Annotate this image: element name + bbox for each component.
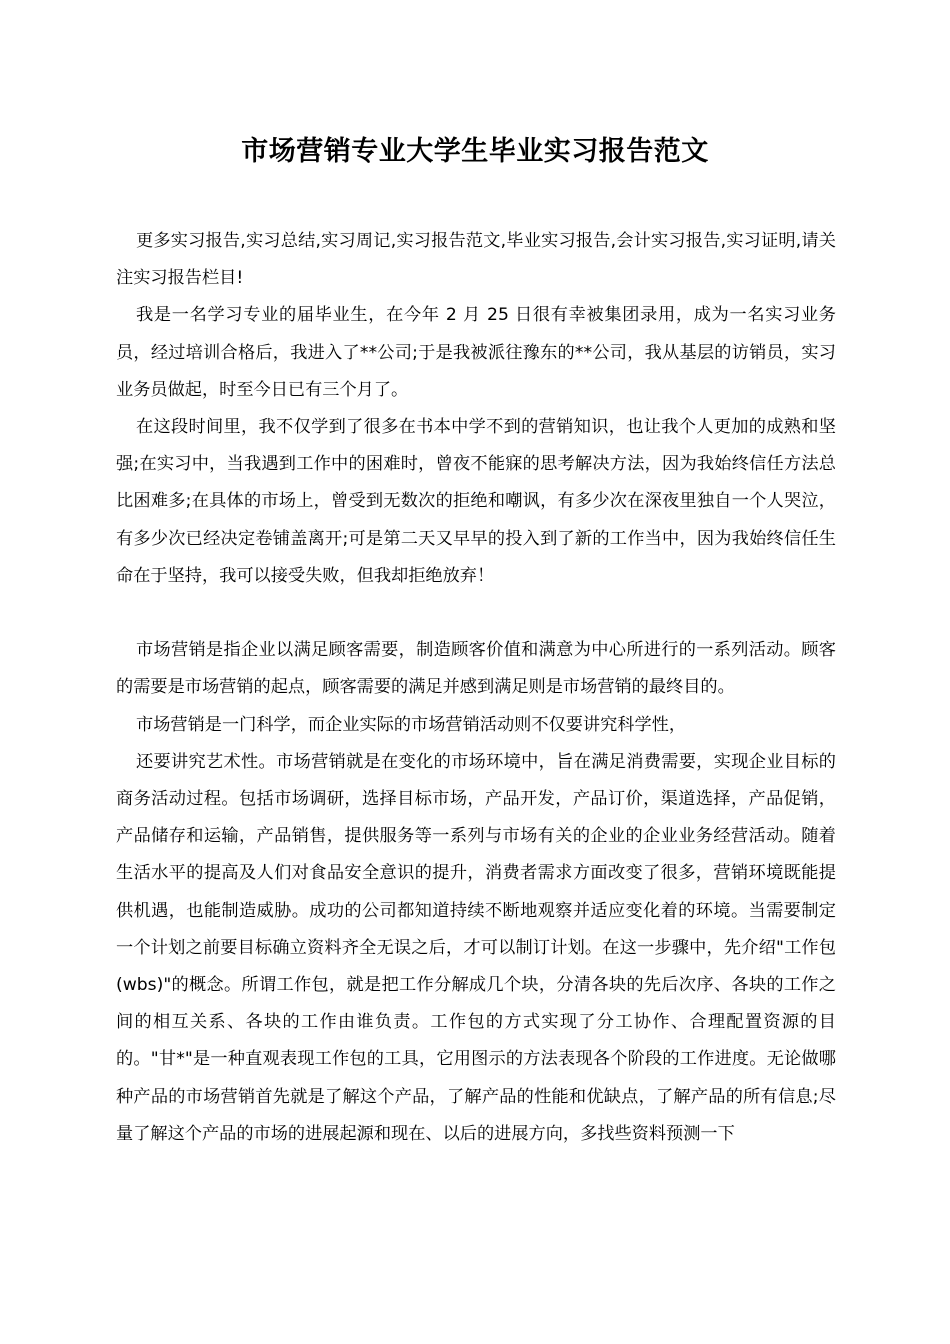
document-body — [116, 223, 836, 1153]
paragraph-intro: 更多实习报告,实习总结,实习周记,实习报告范文,毕业实习报告,会计实习报告,实习证明,请关注实习报告栏目! — [116, 231, 836, 289]
document-title: 市场营销专业大学生毕业实习报告范文 — [241, 136, 709, 167]
paragraph-marketing-definition: 市场营销是指企业以满足顾客需要，制造顾客价值和满意为中心所进行的一系列活动。顾客的需要是市场营销的起点，顾客需要的满足并感到满足则是市场营销的最终目的。 — [116, 640, 836, 698]
paragraph-background: 我是一名学习专业的届毕业生，在今年 2 月 25 日很有幸被集团录用，成为一名实习业务员，经过培训合格后，我进入了**公司;于是我被派往豫东的**公司，我从基层的访销员，实习业务员做起，时至今日已有三个月了。 — [116, 305, 836, 400]
blank-line — [116, 595, 836, 632]
paragraph-marketing-science: 市场营销是一门科学，而企业实际的市场营销活动则不仅要讲究科学性， — [136, 714, 687, 735]
paragraph-experience: 在这段时间里，我不仅学到了很多在书本中学不到的营销知识，也让我个人更加的成熟和坚强;在实习中，当我遇到工作中的困难时，曾夜不能寐的思考解决方法，因为我始终信任方法总比困难多;在具体的市场上，曾受到无数次的拒绝和嘲讽，有多少次在深夜里独自一个人哭泣，有多少次已经决定卷铺盖离开;可是第二天又早早的投入到了新的工作当中，因为我始终信任生命在于坚持，我可以接受失败，但我却拒绝放弃！ — [116, 417, 836, 586]
paragraph-marketing-art: 还要讲究艺术性。市场营销就是在变化的市场环境中，旨在满足消费需要，实现企业目标的商务活动过程。包括市场调研，选择目标市场，产品开发，产品订价，渠道选择，产品促销，产品储存和运输，产品销售，提供服务等一系列与市场有关的企业的企业业务经营活动。随着生活水平的提高及人们对食品安全意识的提升，消费者需求方面改变了很多，营销环境既能提供机遇，也能制造威胁。成功的公司都知道持续不断地观察并适应变化着的环境。当需要制定一个计划之前要目标确立资料齐全无误之后，才可以制订计划。在这一步骤中，先介绍"工作包(wbs)"的概念。所谓工作包，就是把工作分解成几个块，分清各块的先后次序、各块的工作之间的相互关系、各块的工作由谁负责。工作包的方式实现了分工协作、合理配置资源的目的。"甘*"是一种直观表现工作包的工具，它用图示的方法表现各个阶段的工作进度。无论做哪种产品的市场营销首先就是了解这个产品，了解产品的性能和优缺点，了解产品的所有信息;尽量了解这个产品的市场的进展起源和现在、以后的进展方向，多找些资料预测一下 — [116, 751, 836, 1144]
